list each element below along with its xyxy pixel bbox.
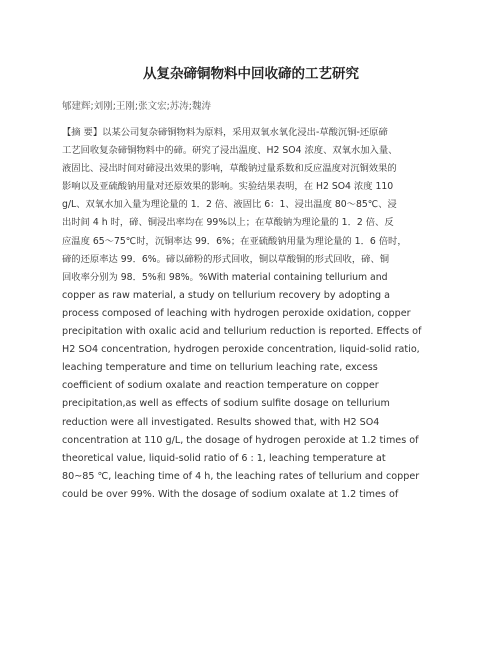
- abstract-line: 80~85 ℃, leaching time of 4 h, the leaching rates of tellurium and copper: [62, 470, 420, 482]
- abstract-line: leaching temperature and time on tellurium leaching rate, excess: [62, 362, 378, 374]
- abstract-line: process composed of leaching with hydrogen peroxide oxidation, copper: [62, 307, 411, 319]
- abstract-line: coefficient of sodium oxalate and reaction temperature on copper: [62, 380, 379, 392]
- abstract-line: 【摘 要】以某公司复杂碲铜物料为原料，采用双氧水氧化浸出-草酸沉铜-还原碲: [62, 127, 388, 138]
- abstract: [62, 124, 462, 504]
- abstract-line: could be over 99%. With the dosage of sodium oxalate at 1.2 times of: [62, 488, 399, 500]
- abstract-line: theoretical value, liquid-solid ratio of 6 : 1, leaching temperature at: [62, 452, 386, 464]
- abstract-line: 工艺回收复杂碲铜物料中的碲。研究了浸出温度、H2 SO4 浓度、双氧水加入量、: [62, 145, 398, 157]
- abstract-line: precipitation,as well as effects of sodium sulfite dosage on tellurium: [62, 398, 390, 410]
- abstract-line: H2 SO4 concentration, hydrogen peroxide concentration, liquid-solid ratio,: [62, 344, 420, 356]
- abstract-line: g/L、双氧水加入量为理论量的 1．2 倍、液固比 6：1、浸出温度 80～85℃、浸: [62, 199, 397, 211]
- abstract-line: concentration at 110 g/L, the dosage of hydrogen peroxide at 1.2 times of: [62, 434, 419, 446]
- abstract-line: 碲的还原率达 99．6%。碲以碲粉的形式回收，铜以草酸铜的形式回收，碲、铜: [62, 253, 390, 265]
- document-title: 从复杂碲铜物料中回收碲的工艺研究: [143, 66, 359, 82]
- abstract-line: 影响以及亚硫酸钠用量对还原效果的影响。实验结果表明，在 H2 SO4 浓度 110: [62, 181, 394, 193]
- author-list: 郇建辉;刘刚;王刚;张文宏;苏涛;魏涛: [62, 101, 212, 112]
- abstract-line: precipitation with oxalic acid and tellurium reduction is reported. Effects of: [62, 326, 422, 338]
- abstract-line: 应温度 65～75℃时，沉铜率达 99．6%；在亚硫酸钠用量为理论量的 1．6 倍时，: [62, 235, 407, 247]
- abstract-line: 液固比、浸出时间对碲浸出效果的影响，草酸钠过量系数和反应温度对沉铜效果的: [62, 163, 397, 175]
- abstract-line: 回收率分别为 98．5%和 98%。%With material containing tellurium and: [62, 271, 388, 283]
- abstract-line: 出时间 4 h 时，碲、铜浸出率均在 99%以上；在草酸钠为理论量的 1．2 倍、反: [62, 217, 394, 229]
- abstract-line: reduction were all investigated. Results showed that, with H2 SO4: [62, 416, 380, 428]
- abstract-line: copper as raw material, a study on tellurium recovery by adopting a: [62, 289, 391, 301]
